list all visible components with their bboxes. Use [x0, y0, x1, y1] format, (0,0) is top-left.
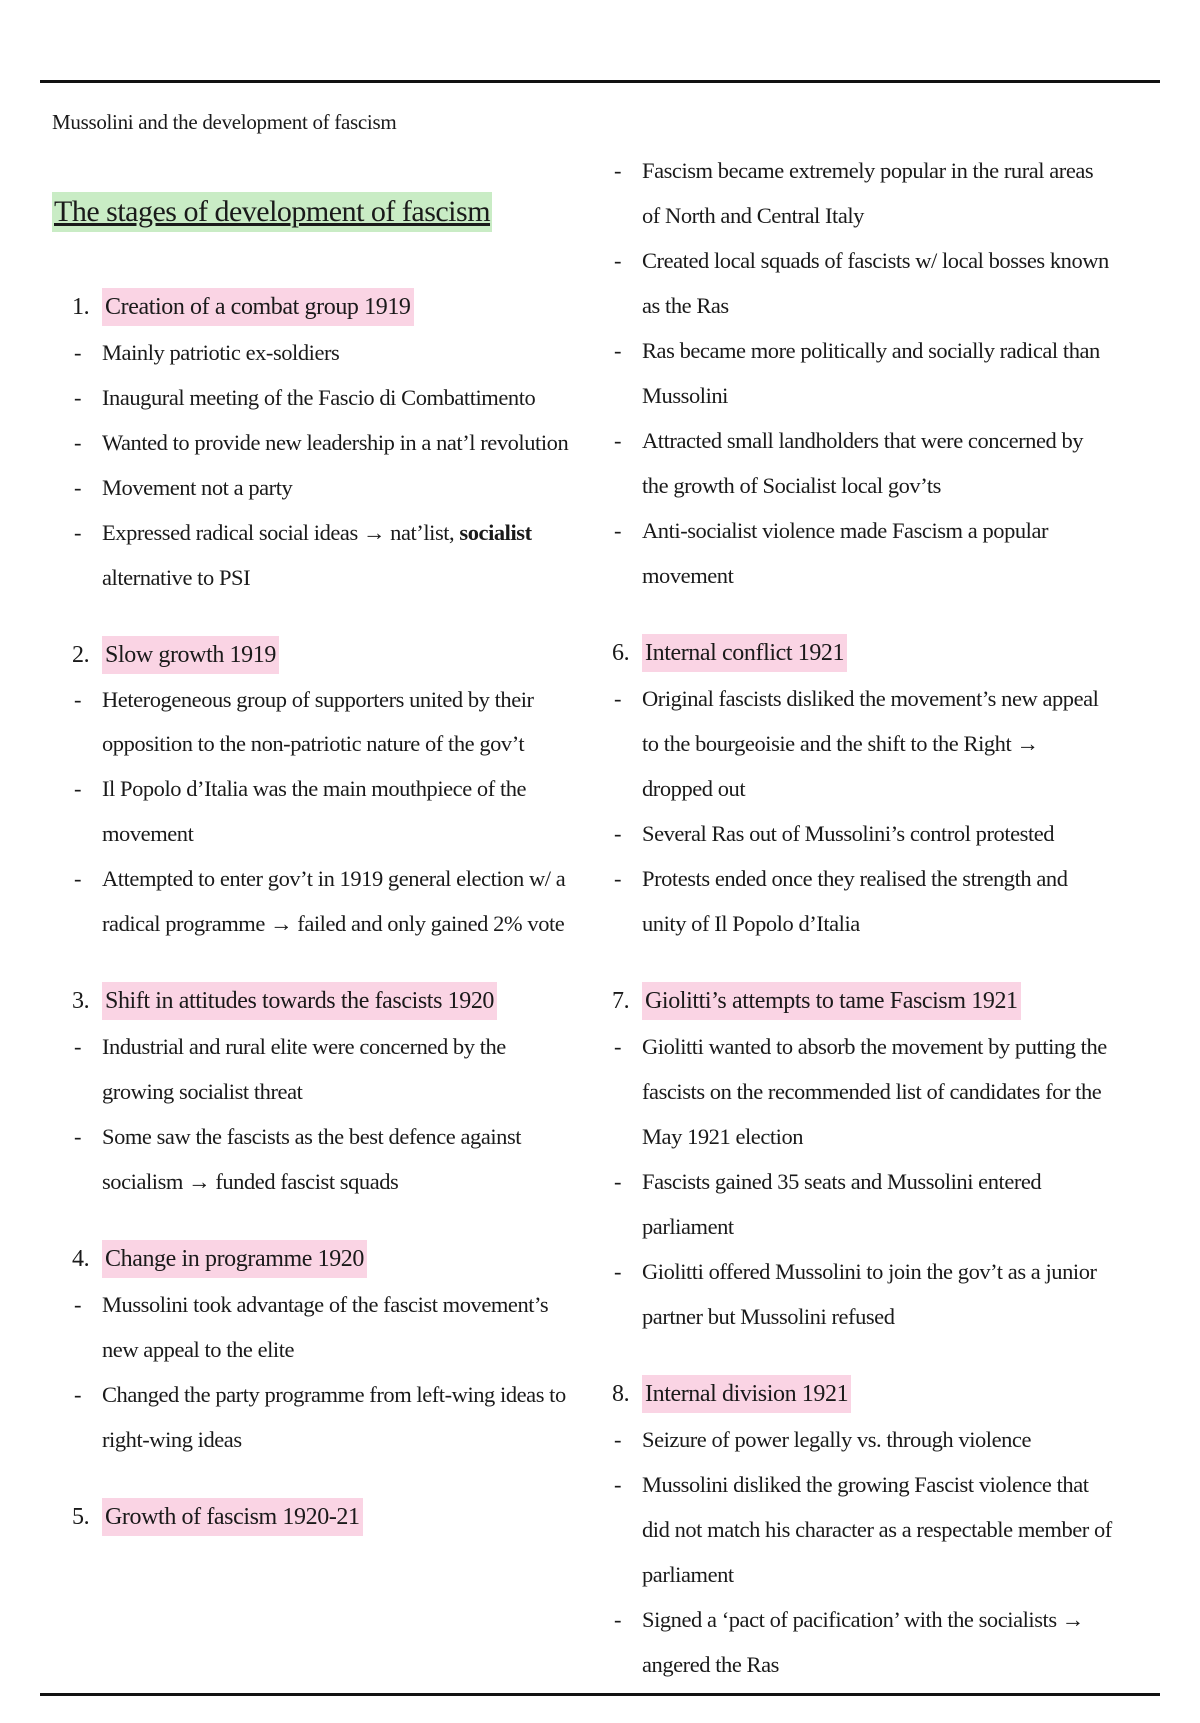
section-number: 2. — [72, 641, 90, 668]
section-heading: Slow growth 1919 — [102, 636, 279, 674]
list-item: - Seizure of power legally vs. through violence — [612, 1417, 1112, 1462]
section-3 — [72, 982, 572, 1204]
section-heading: Creation of a combat group 1919 — [102, 288, 414, 326]
list-item: - Industrial and rural elite were concerned by the growing socialist threat — [72, 1024, 572, 1114]
list-item: - Fascists gained 35 seats and Mussolini entered parliament — [612, 1159, 1112, 1249]
section-heading: Change in programme 1920 — [102, 1240, 367, 1278]
section-title — [72, 636, 572, 674]
bullet-list — [72, 1282, 572, 1462]
list-item: - Giolitti offered Mussolini to join the gov’t as a junior partner but Mussolini refused — [612, 1249, 1112, 1339]
list-item: - Fascism became extremely popular in the rural areas of North and Central Italy — [612, 148, 1112, 238]
list-item: - Inaugural meeting of the Fascio di Combattimento — [72, 375, 572, 420]
section-heading: Internal division 1921 — [642, 1375, 851, 1413]
list-item: - Giolitti wanted to absorb the movement by putting the fascists on the recommended list of candidates for the May 1921 election — [612, 1024, 1112, 1159]
section-title — [72, 1240, 572, 1278]
bottom-rule — [40, 1693, 1160, 1696]
bullet-list — [612, 1024, 1112, 1339]
section-5 — [72, 1498, 572, 1536]
section-7 — [612, 982, 1112, 1339]
list-item: - Il Popolo d’Italia was the main mouthpiece of the movement — [72, 766, 572, 856]
section-number: 6. — [612, 639, 630, 666]
bullet-list — [72, 1024, 572, 1204]
list-item: - Mussolini disliked the growing Fascist violence that did not match his character as a respectable member of parliament — [612, 1462, 1112, 1597]
list-item: - Mainly patriotic ex-soldiers — [72, 330, 572, 375]
section-title — [72, 982, 572, 1020]
section-number: 7. — [612, 987, 630, 1014]
section-5-continued — [612, 148, 1112, 598]
bullet-list — [612, 1417, 1112, 1687]
section-number: 8. — [612, 1380, 630, 1407]
section-heading: Shift in attitudes towards the fascists 1920 — [102, 982, 497, 1020]
list-item: - Several Ras out of Mussolini’s control protested — [612, 811, 1112, 856]
section-title — [612, 982, 1112, 1020]
section-6 — [612, 634, 1112, 946]
section-heading: Giolitti’s attempts to tame Fascism 1921 — [642, 982, 1021, 1020]
list-item: - Changed the party programme from left-wing ideas to right-wing ideas — [72, 1372, 572, 1462]
section-4 — [72, 1240, 572, 1462]
section-number: 4. — [72, 1245, 90, 1272]
bold-text: socialist — [459, 520, 532, 545]
list-item: - Protests ended once they realised the strength and unity of Il Popolo d’Italia — [612, 856, 1112, 946]
bullet-list — [72, 678, 572, 946]
list-item: - Movement not a party — [72, 465, 572, 510]
section-title — [72, 1498, 572, 1536]
section-title — [72, 288, 572, 326]
right-column — [612, 148, 1112, 1723]
section-number: 5. — [72, 1503, 90, 1530]
list-item: - Mussolini took advantage of the fascist movement’s new appeal to the elite — [72, 1282, 572, 1372]
section-number: 3. — [72, 987, 90, 1014]
section-8 — [612, 1375, 1112, 1687]
section-heading: Internal conflict 1921 — [642, 634, 847, 672]
list-item: - Created local squads of fascists w/ local bosses known as the Ras — [612, 238, 1112, 328]
top-rule — [40, 80, 1160, 83]
bullet-text: Expressed radical social ideas → nat’list, — [102, 520, 455, 545]
list-item: - Some saw the fascists as the best defence against socialism → funded fascist squads — [72, 1114, 572, 1204]
section-heading: Growth of fascism 1920-21 — [102, 1498, 363, 1536]
page-heading: The stages of development of fascism — [52, 192, 492, 232]
bullet-list — [72, 330, 572, 600]
left-column — [72, 288, 572, 1572]
section-title — [612, 634, 1112, 672]
document-title: Mussolini and the development of fascism — [52, 110, 397, 134]
list-item: - Attempted to enter gov’t in 1919 general election w/ a radical programme → failed and only gained 2% vote — [72, 856, 572, 946]
bullet-list — [612, 148, 1112, 598]
list-item: - Attracted small landholders that were concerned by the growth of Socialist local gov’ts — [612, 418, 1112, 508]
bullet-list — [612, 676, 1112, 946]
list-item: - Anti-socialist violence made Fascism a popular movement — [612, 508, 1112, 598]
list-item — [72, 510, 572, 600]
list-item: - Original fascists disliked the movement’s new appeal to the bourgeoisie and the shift to the Right → dropped out — [612, 676, 1112, 811]
list-item: - Signed a ‘pact of pacification’ with the socialists → angered the Ras — [612, 1597, 1112, 1687]
list-item: - Ras became more politically and socially radical than Mussolini — [612, 328, 1112, 418]
list-item: - Heterogeneous group of supporters united by their opposition to the non-patriotic nature of the gov’t — [72, 678, 572, 766]
section-1 — [72, 288, 572, 600]
list-item: - Wanted to provide new leadership in a nat’l revolution — [72, 420, 572, 465]
section-title — [612, 1375, 1112, 1413]
section-number: 1. — [72, 293, 90, 320]
section-2 — [72, 636, 572, 946]
bullet-text: alternative to PSI — [102, 565, 251, 590]
